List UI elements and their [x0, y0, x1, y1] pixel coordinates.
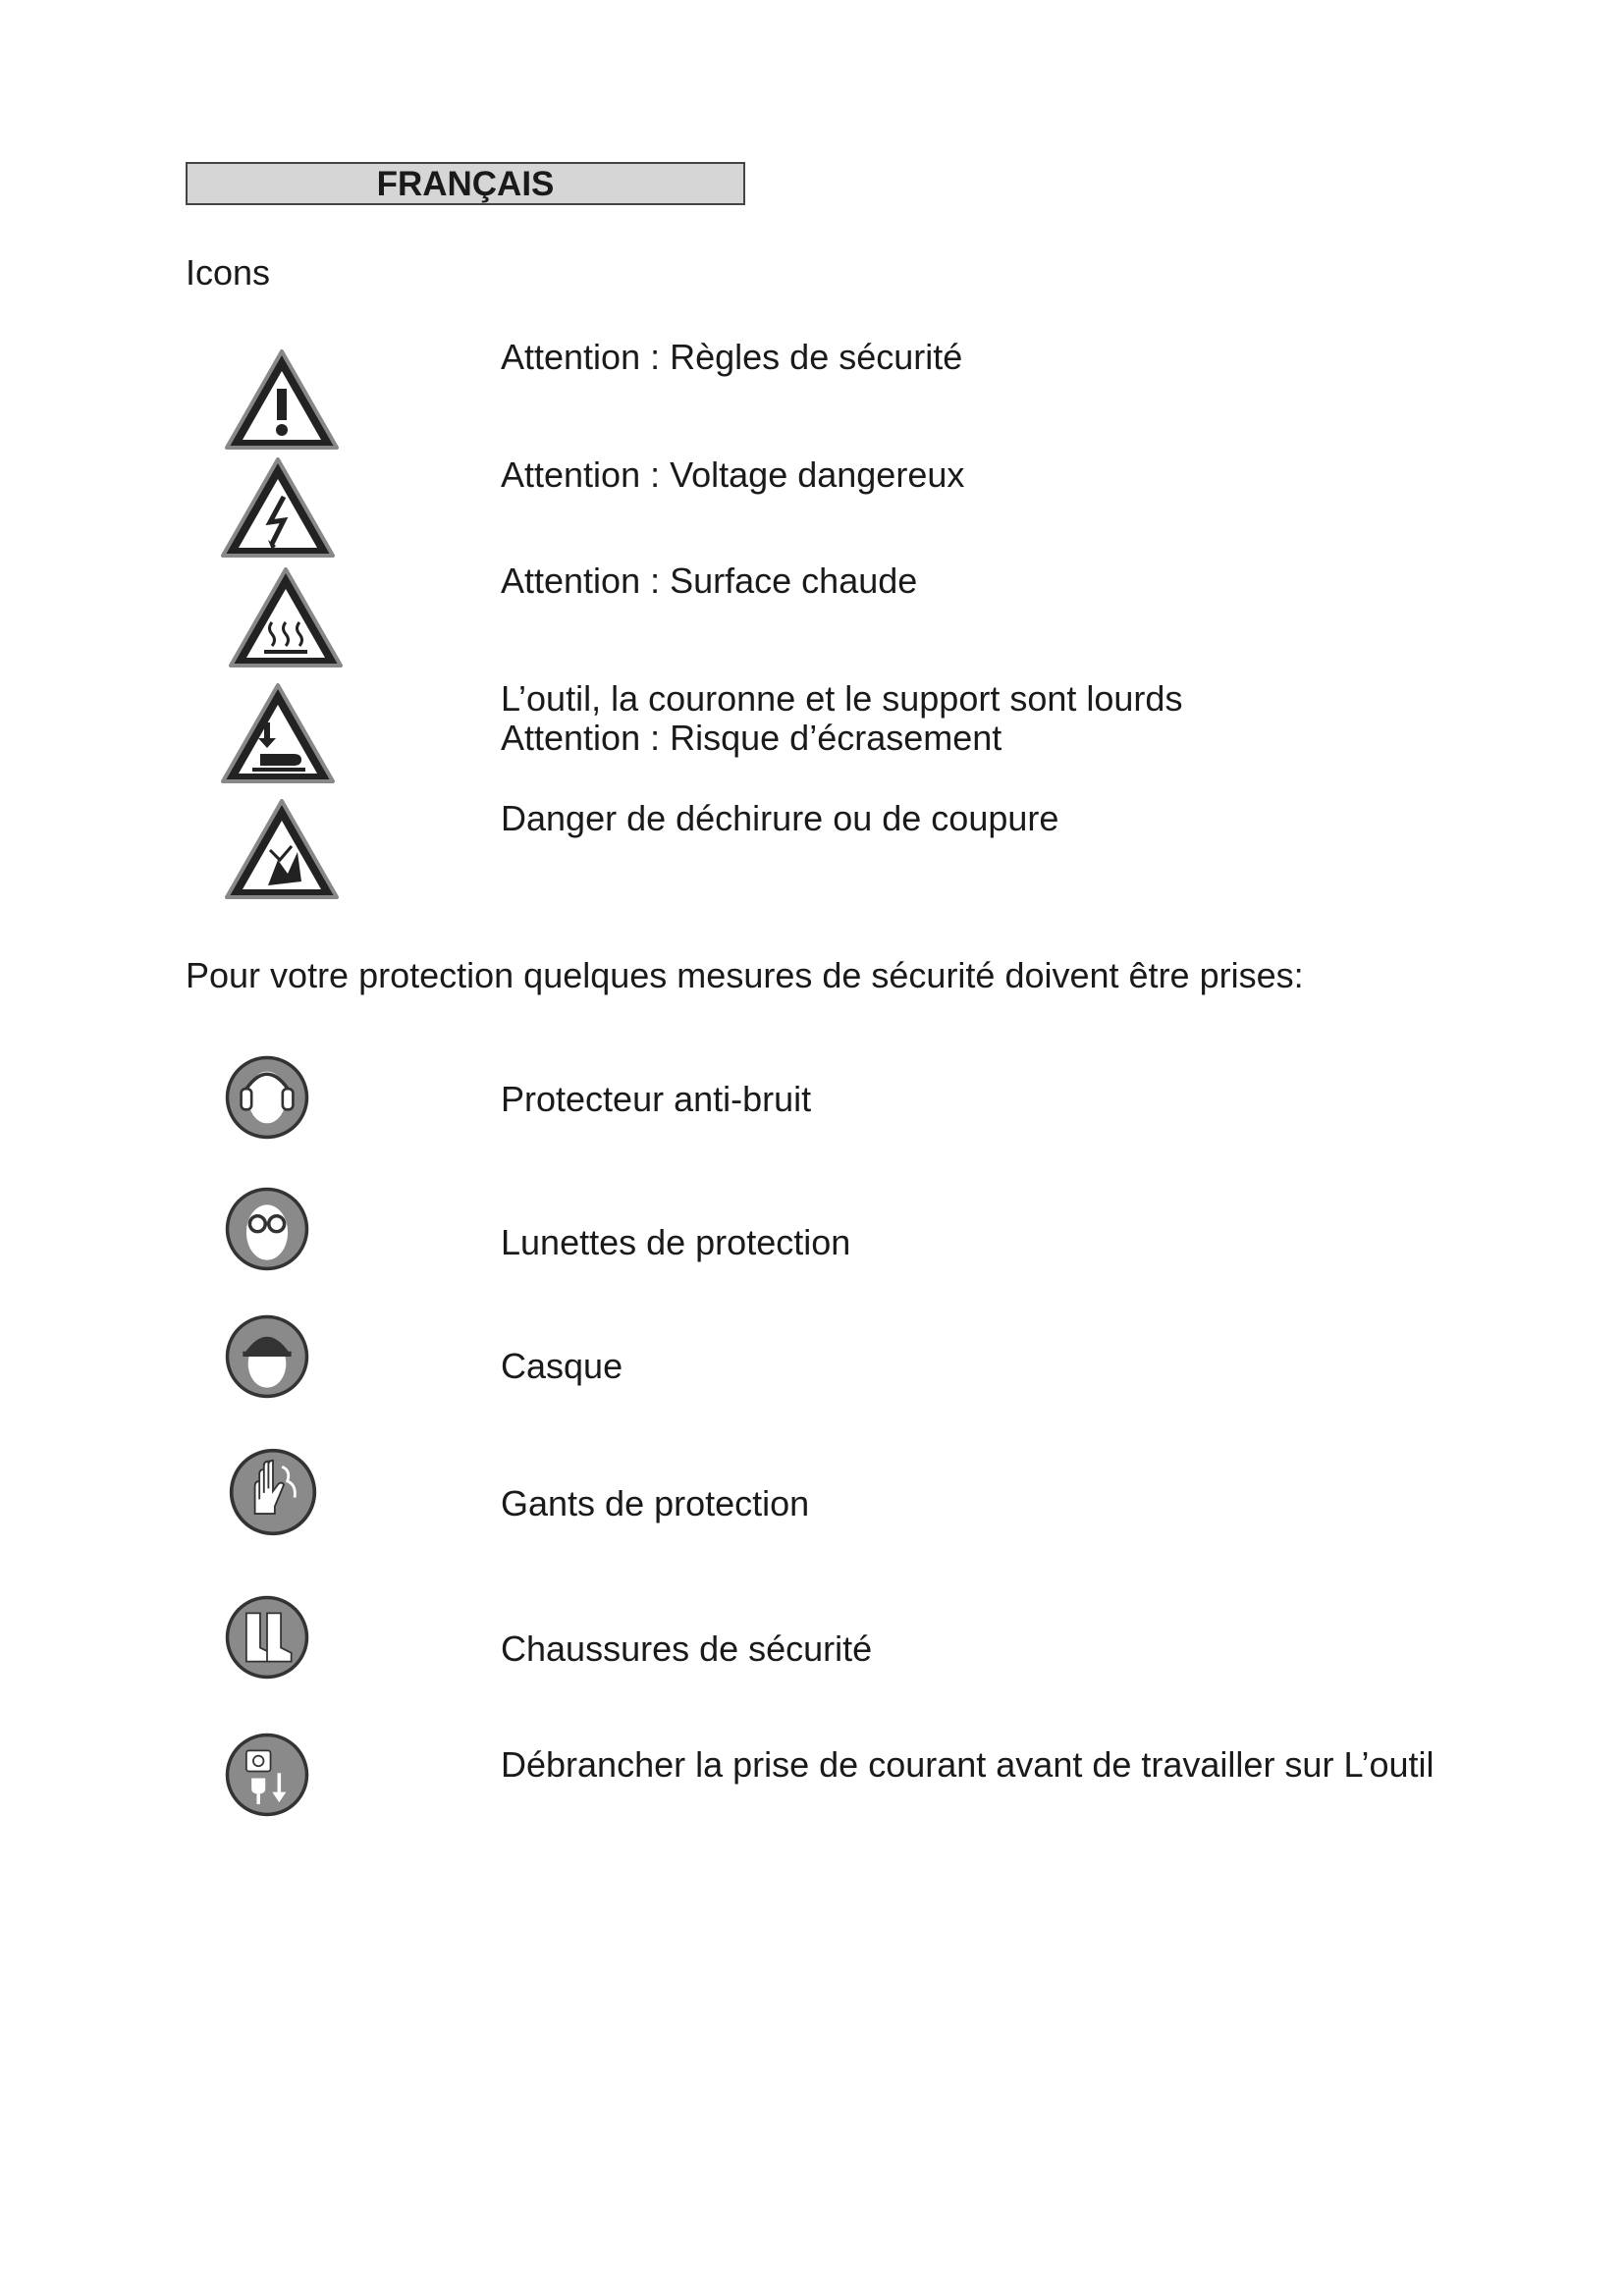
- warning-text-cut-danger: Danger de déchirure ou de coupure: [501, 798, 1059, 838]
- protection-text-helmet: Casque: [501, 1346, 623, 1386]
- general-warning-icon: [218, 346, 346, 454]
- safety-goggles-icon: [224, 1186, 310, 1272]
- warning-text-dangerous-voltage: Attention : Voltage dangereux: [501, 454, 965, 495]
- safety-boots-icon: [224, 1594, 310, 1681]
- unplug-icon: [224, 1732, 310, 1818]
- language-header: FRANÇAIS: [186, 162, 745, 205]
- warning-text-heavy-tool: L’outil, la couronne et le support sont lourds: [501, 678, 1183, 719]
- protection-text-gloves: Gants de protection: [501, 1483, 810, 1523]
- gloves-icon: [228, 1447, 318, 1537]
- helmet-icon: [224, 1313, 310, 1400]
- cut-hazard-icon: [218, 795, 346, 903]
- section-title-icons: Icons: [186, 252, 271, 293]
- crush-hazard-icon: [214, 679, 342, 787]
- warning-text-hot-surface: Attention : Surface chaude: [501, 561, 918, 601]
- ear-protection-icon: [224, 1054, 310, 1141]
- warning-text-crush-risk: Attention : Risque d’écrasement: [501, 718, 1002, 758]
- warning-text-safety-rules: Attention : Règles de sécurité: [501, 337, 963, 377]
- protection-intro: Pour votre protection quelques mesures de sécurité doivent être prises:: [186, 955, 1304, 995]
- hot-surface-icon: [222, 563, 350, 671]
- electric-voltage-icon: [214, 454, 342, 561]
- protection-text-unplug: Débrancher la prise de courant avant de travailler sur L’outil: [501, 1744, 1435, 1785]
- protection-text-boots: Chaussures de sécurité: [501, 1629, 873, 1669]
- protection-text-ear: Protecteur anti-bruit: [501, 1079, 812, 1119]
- protection-text-goggles: Lunettes de protection: [501, 1222, 851, 1262]
